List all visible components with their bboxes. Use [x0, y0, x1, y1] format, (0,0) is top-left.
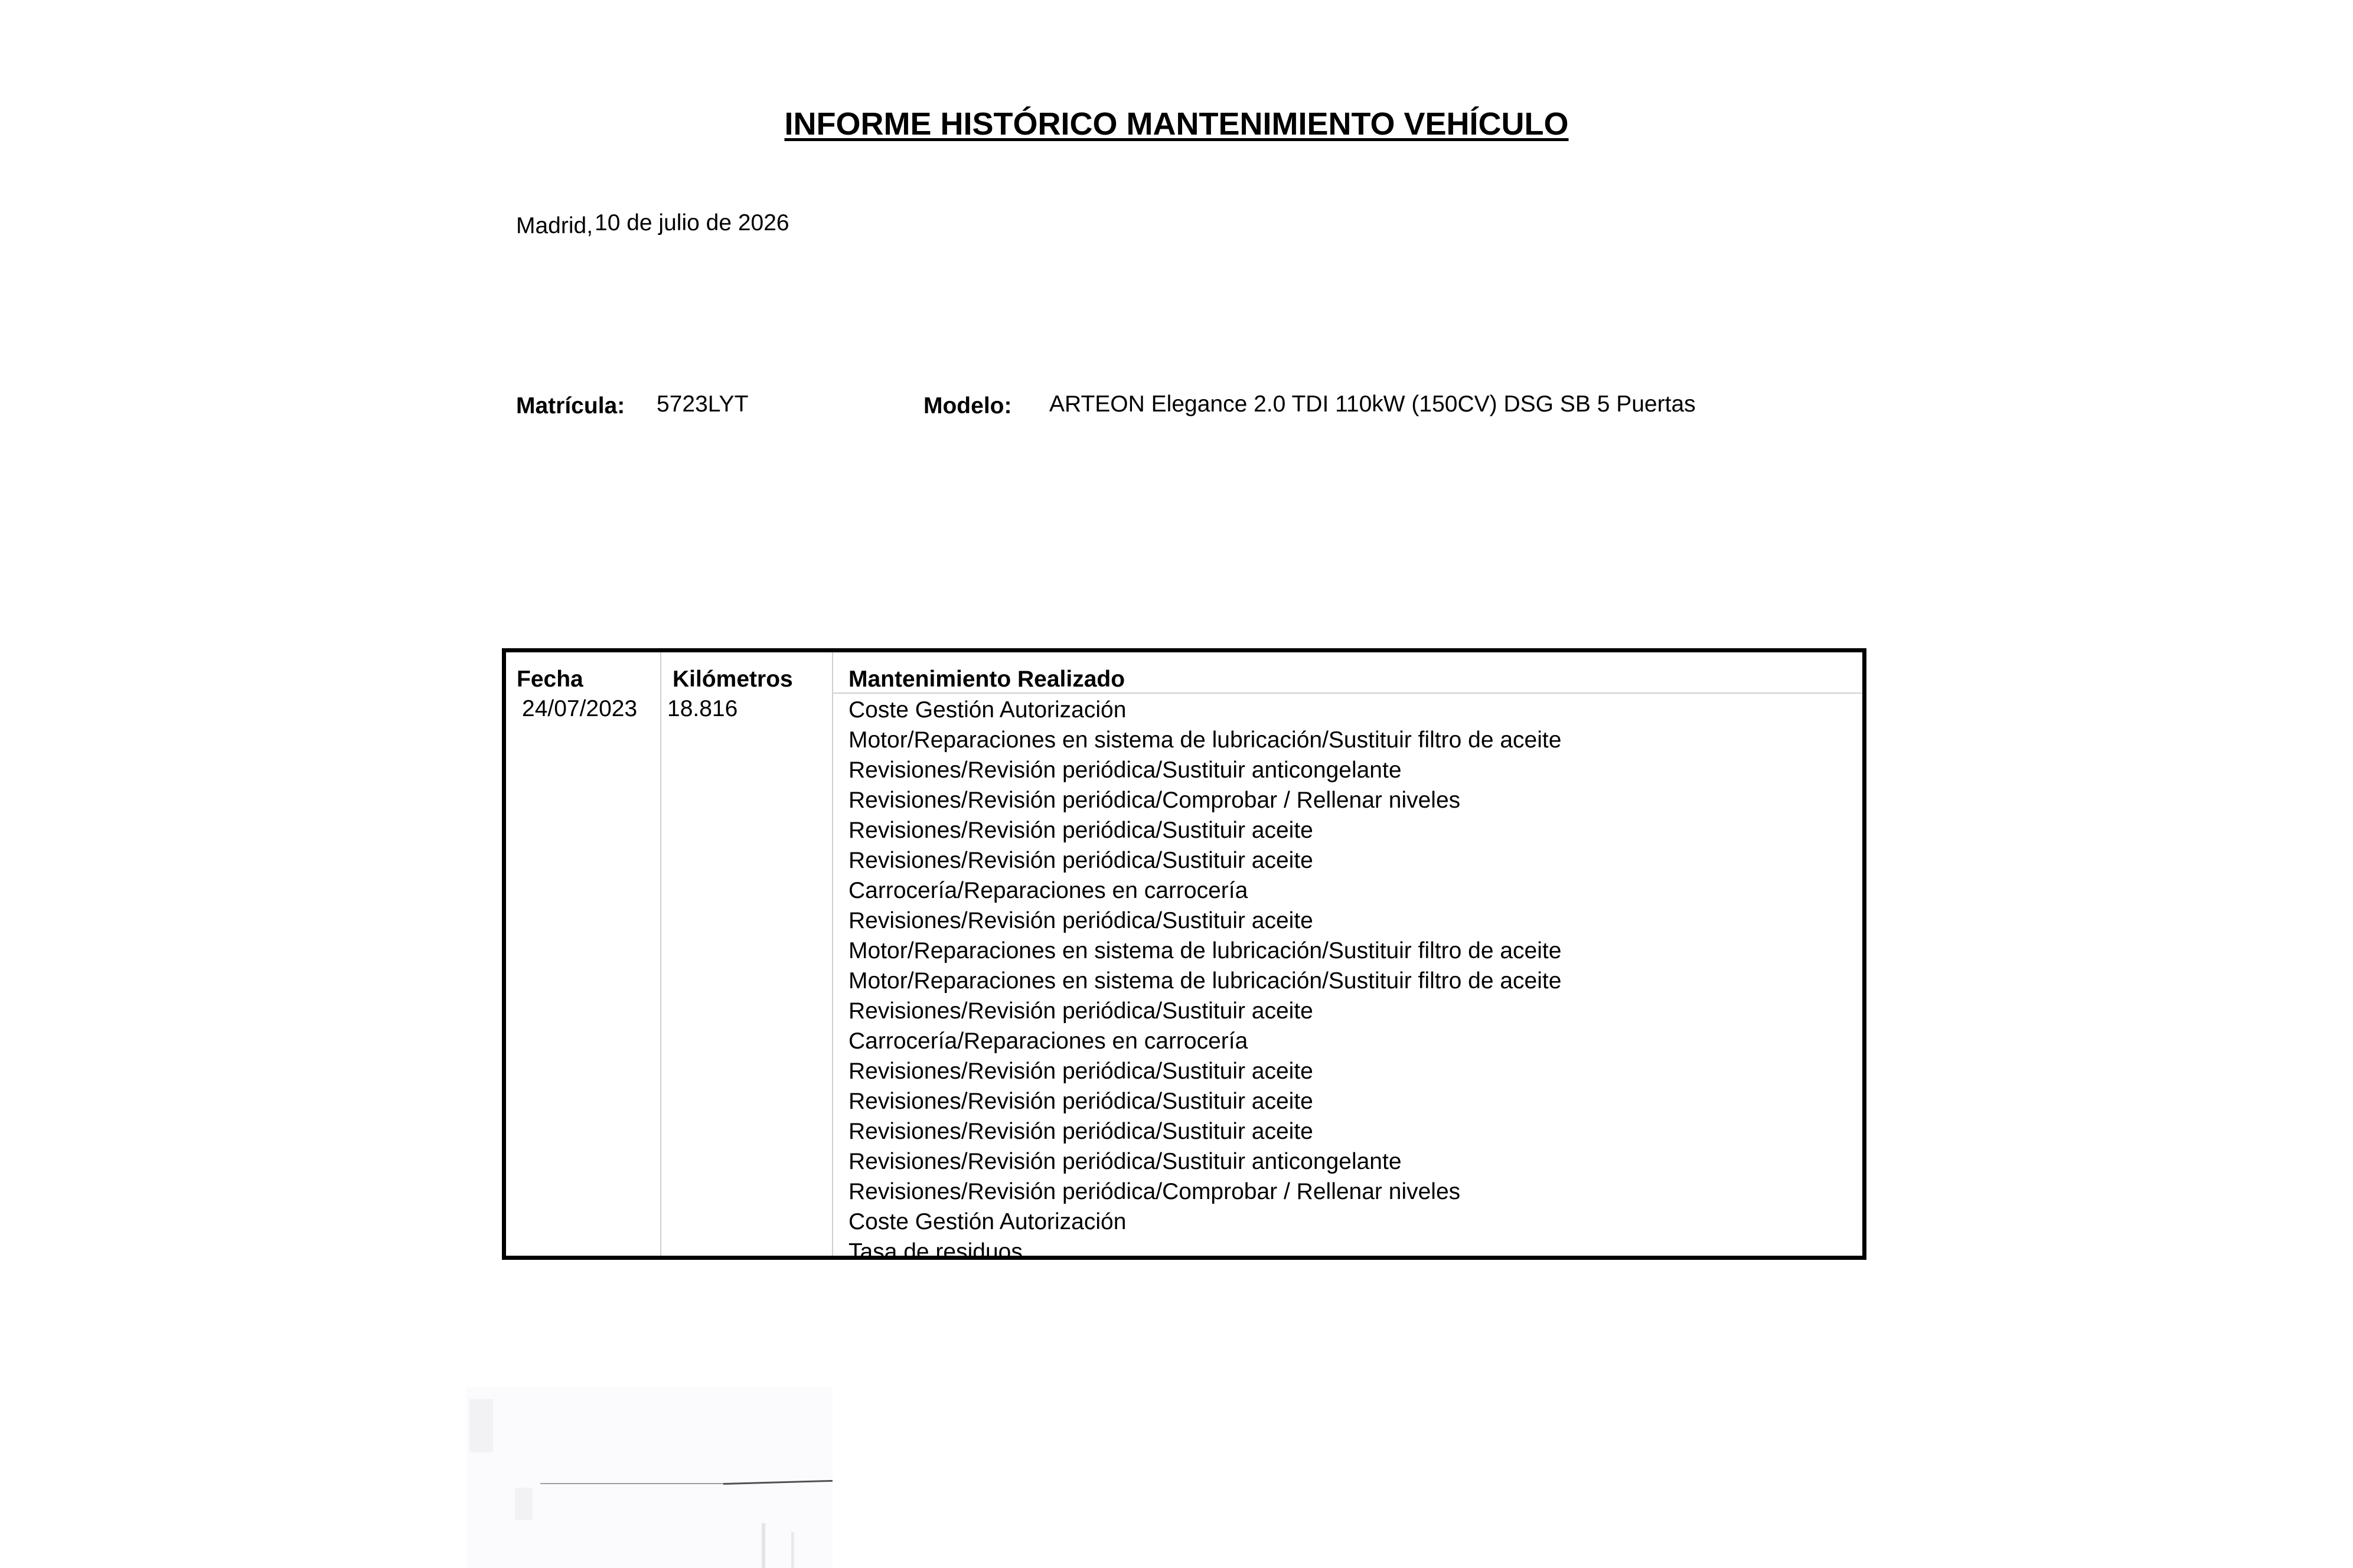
maintenance-item: Revisiones/Revisión periódica/Sustituir aceite — [848, 1059, 1313, 1084]
maintenance-item: Revisiones/Revisión periódica/Sustituir anticongelante — [848, 1149, 1402, 1174]
signature-mark — [791, 1532, 794, 1568]
maintenance-item: Revisiones/Revisión periódica/Sustituir aceite — [848, 1119, 1313, 1144]
row-date: 24/07/2023 — [522, 696, 638, 721]
signature-smudge — [515, 1488, 533, 1520]
maintenance-item: Motor/Reparaciones en sistema de lubricación/Sustituir filtro de aceite — [848, 938, 1562, 963]
signature-background — [466, 1387, 833, 1568]
maintenance-item: Revisiones/Revisión periódica/Sustituir aceite — [848, 908, 1313, 933]
signature-smudge — [469, 1399, 493, 1452]
maintenance-item: Motor/Reparaciones en sistema de lubricación/Sustituir filtro de aceite — [848, 968, 1562, 994]
maintenance-item: Revisiones/Revisión periódica/Sustituir anticongelante — [848, 757, 1402, 783]
place-label: Madrid, — [516, 213, 593, 239]
maintenance-item: Carrocería/Reparaciones en carrocería — [848, 1028, 1248, 1054]
header-date: Fecha — [517, 667, 583, 692]
maintenance-item: Motor/Reparaciones en sistema de lubricación/Sustituir filtro de aceite — [848, 727, 1562, 753]
maintenance-item: Revisiones/Revisión periódica/Sustituir aceite — [848, 818, 1313, 843]
maintenance-items-list — [848, 695, 1561, 1267]
maintenance-item: Tasa de residuos — [848, 1239, 1023, 1265]
plate-value: 5723LYT — [657, 391, 749, 417]
model-label: Modelo: — [923, 393, 1012, 419]
signature-mark — [762, 1523, 765, 1568]
maintenance-item: Revisiones/Revisión periódica/Comprobar / Rellenar niveles — [848, 788, 1461, 813]
maintenance-item: Revisiones/Revisión periódica/Comprobar / Rellenar niveles — [848, 1179, 1461, 1204]
maintenance-item: Revisiones/Revisión periódica/Sustituir aceite — [848, 1089, 1313, 1114]
column-divider-km — [832, 652, 833, 1256]
maintenance-table — [502, 648, 1866, 1265]
report-title-text: INFORME HISTÓRICO MANTENIMIENTO VEHÍCULO — [784, 106, 1569, 142]
row-km: 18.816 — [667, 696, 738, 721]
maintenance-item: Revisiones/Revisión periódica/Sustituir aceite — [848, 998, 1313, 1024]
plate-label: Matrícula: — [516, 393, 625, 419]
header-km: Kilómetros — [673, 667, 793, 692]
signature-line — [540, 1483, 723, 1484]
maintenance-item: Coste Gestión Autorización — [848, 1209, 1127, 1234]
header-maintenance: Mantenimiento Realizado — [848, 667, 1125, 692]
maintenance-item: Carrocería/Reparaciones en carrocería — [848, 878, 1248, 903]
maintenance-item: Coste Gestión Autorización — [848, 697, 1127, 723]
report-date: 10 de julio de 2026 — [595, 210, 789, 236]
report-title — [0, 105, 2353, 143]
column-divider-date — [660, 652, 661, 1256]
maintenance-item: Revisiones/Revisión periódica/Sustituir aceite — [848, 848, 1313, 873]
model-value: ARTEON Elegance 2.0 TDI 110kW (150CV) DSG SB 5 Puertas — [1049, 391, 1696, 417]
